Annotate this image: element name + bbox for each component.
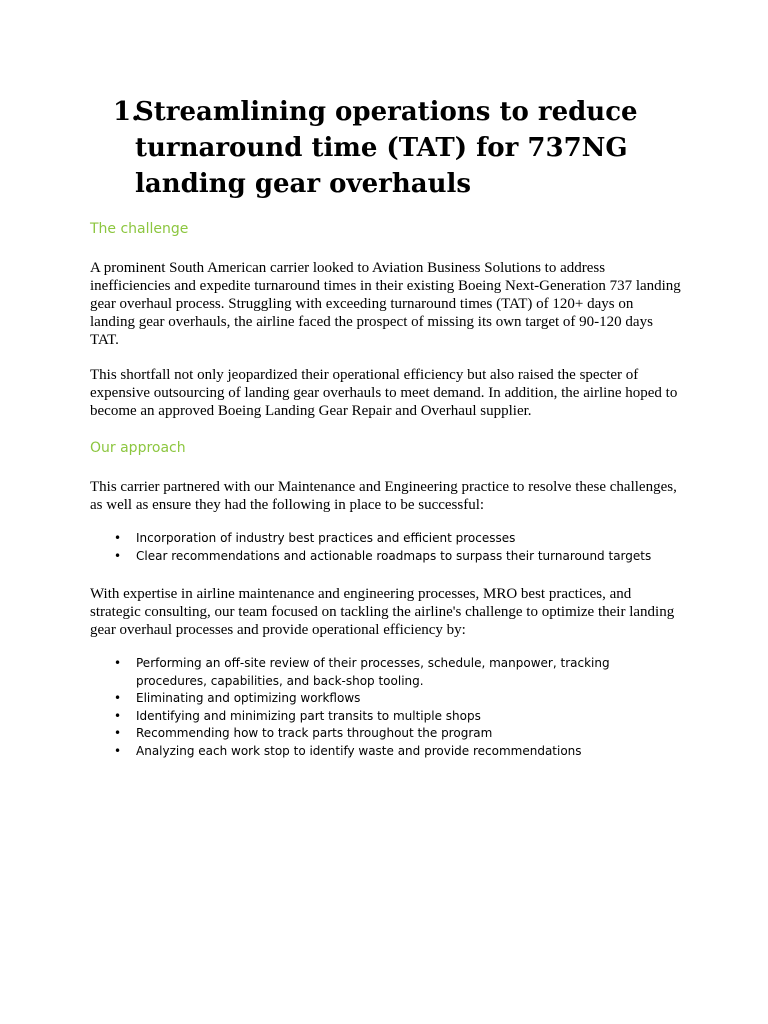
challenge-paragraph-1: A prominent South American carrier looked to Aviation Business Solutions to address inefficiencies and expedite turnaround times in their existing Boeing Next-Generation 737 landing gear overhaul process. Struggling with exceeding turnaround times (TAT) of 120+ days on landing gear overhauls, the airline faced the prospect of missing its own target of 90-120 days TAT.	[90, 260, 681, 348]
requirements-list	[114, 530, 674, 565]
list-item	[114, 725, 674, 743]
title-text: Streamlining operations to reduce turnaround time (TAT) for 737NG landing gear overhauls	[135, 97, 638, 199]
approach-middle-paragraph: With expertise in airline maintenance and engineering processes, MRO best practices, and strategic consulting, our team focused on tackling the airline's challenge to optimize their landing gear overhaul processes and provide operational efficiency by:	[90, 586, 675, 638]
list-item-text: Recommending how to track parts throughout the program	[136, 726, 493, 740]
bullet-glyph: •	[114, 708, 122, 723]
list-item	[114, 530, 674, 548]
title-number: 1.	[113, 97, 141, 127]
list-item-text: Incorporation of industry best practices and efficient processes	[136, 531, 516, 545]
list-item-text: Clear recommendations and actionable roadmaps to surpass their turnaround targets	[136, 548, 652, 563]
list-item-text: Identifying and minimizing part transits to multiple shops	[136, 708, 481, 723]
list-item	[114, 743, 674, 761]
challenge-paragraph-2: This shortfall not only jeopardized their operational efficiency but also raised the specter of expensive outsourcing of landing gear overhauls to meet demand. In addition, the airline hoped to become an approved Boeing Landing Gear Repair and Overhaul supplier.	[90, 367, 678, 419]
bullet-glyph: •	[114, 726, 122, 740]
section-heading-challenge: The challenge	[90, 221, 189, 237]
list-item-text: Performing an off-site review of their processes, schedule, manpower, tracking procedures, capabilities, and back-shop tooling.	[136, 656, 610, 688]
list-item	[114, 708, 674, 726]
list-item	[114, 655, 674, 690]
bullet-glyph: •	[114, 548, 122, 563]
list-item	[114, 548, 674, 566]
actions-list	[114, 655, 674, 760]
list-item-text: Analyzing each work stop to identify waste and provide recommendations	[136, 743, 582, 758]
bullet-glyph: •	[114, 743, 122, 758]
list-item-text: Eliminating and optimizing workflows	[136, 691, 361, 705]
document-title	[113, 94, 713, 202]
approach-intro-paragraph: This carrier partnered with our Maintenance and Engineering practice to resolve these challenges, as well as ensure they had the following in place to be successful:	[90, 479, 677, 513]
section-heading-approach: Our approach	[90, 440, 186, 456]
bullet-glyph: •	[114, 531, 122, 545]
list-item	[114, 690, 674, 708]
bullet-glyph: •	[114, 691, 122, 705]
bullet-glyph: •	[114, 656, 122, 670]
